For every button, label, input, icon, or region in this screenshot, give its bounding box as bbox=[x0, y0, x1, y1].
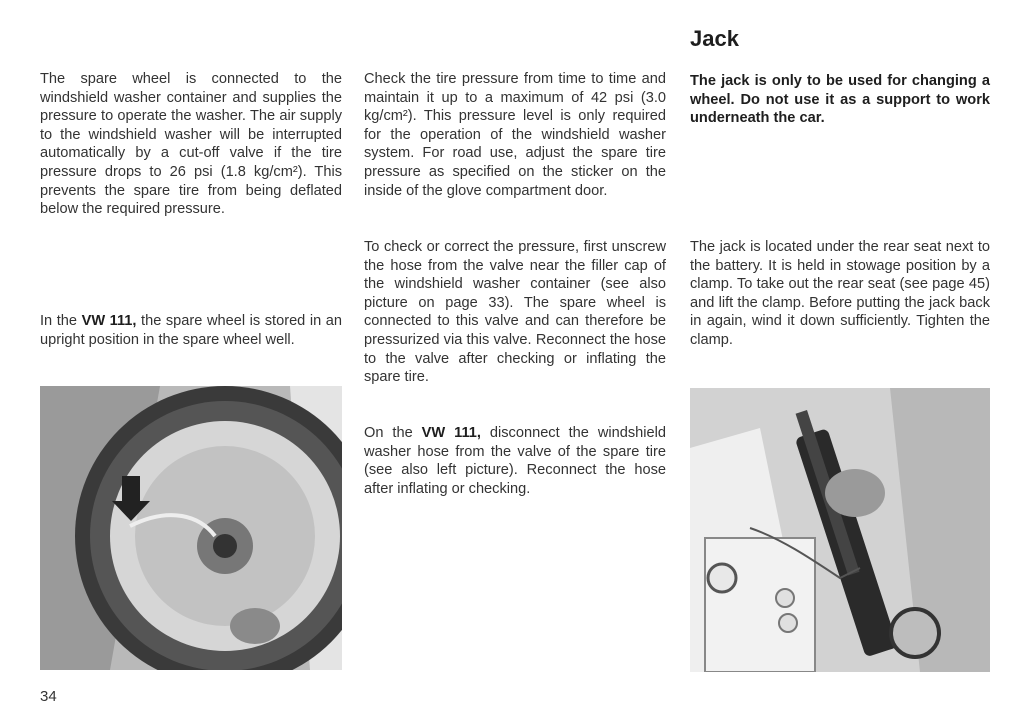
paragraph-correct-pressure-wrap bbox=[364, 238, 666, 387]
paragraph-correct-pressure: To check or correct the pressure, first unscrew the hose from the valve near the filler cap of the windshield washer container (see also picture on page 33). The spare wheel is connected to this valve and can therefore be pressurized via this valve. Reconnect the hose to the valve after checking or inflating the spare tire. bbox=[364, 239, 666, 386]
paragraph-vw111-hose bbox=[364, 424, 666, 498]
text-segment: In the bbox=[40, 313, 82, 329]
text-segment: the spare wheel is stored in an upright position in the spare wheel well. bbox=[40, 313, 343, 348]
section-heading: Jack bbox=[690, 26, 739, 51]
jack-photo bbox=[690, 388, 990, 672]
column-left bbox=[40, 70, 342, 219]
text-segment: disconnect the windshield washer hose from the valve of the spare tire (see also left picture). Reconnect the hose after inflating or checking. bbox=[364, 425, 666, 497]
model-name: VW 111, bbox=[421, 425, 481, 441]
page-number: 34 bbox=[40, 688, 57, 705]
paragraph-check-pressure: Check the tire pressure from time to time and maintain it up to a maximum of 42 psi (3.0 kg/cm²). This pressure level is only required for the operation of the windshield washer system. For road use, adjust the spare tire pressure as specified on the sticker on the inside of the glove compartment door. bbox=[364, 71, 666, 199]
jack-warning: The jack is only to be used for changing a wheel. Do not use it as a support to work underneath the car. bbox=[690, 73, 990, 127]
text-segment: On the bbox=[364, 425, 422, 441]
column-right bbox=[690, 72, 990, 128]
model-name: VW 111, bbox=[81, 313, 137, 329]
paragraph-spare-wheel-connection: The spare wheel is connected to the windshield washer container and supplies the pressure to operate the washer. The air supply to the windshield washer will be interrupted automatically by a cut-off valve if the tire pressure drops to 26 psi (1.8 kg/cm²). This prevents the spare tire from being deflated below the required pressure. bbox=[40, 71, 342, 218]
paragraph-jack-location-wrap bbox=[690, 238, 990, 350]
paragraph-jack-location: The jack is located under the rear seat next to the battery. It is held in stowage position by a clamp. To take out the rear seat (see page 45) and lift the clamp. Before putting the jack back in again, wind it down sufficiently. Tighten the clamp. bbox=[690, 239, 990, 348]
paragraph-vw111-storage bbox=[40, 312, 342, 349]
spare-wheel-photo bbox=[40, 386, 342, 670]
column-middle bbox=[364, 70, 666, 200]
